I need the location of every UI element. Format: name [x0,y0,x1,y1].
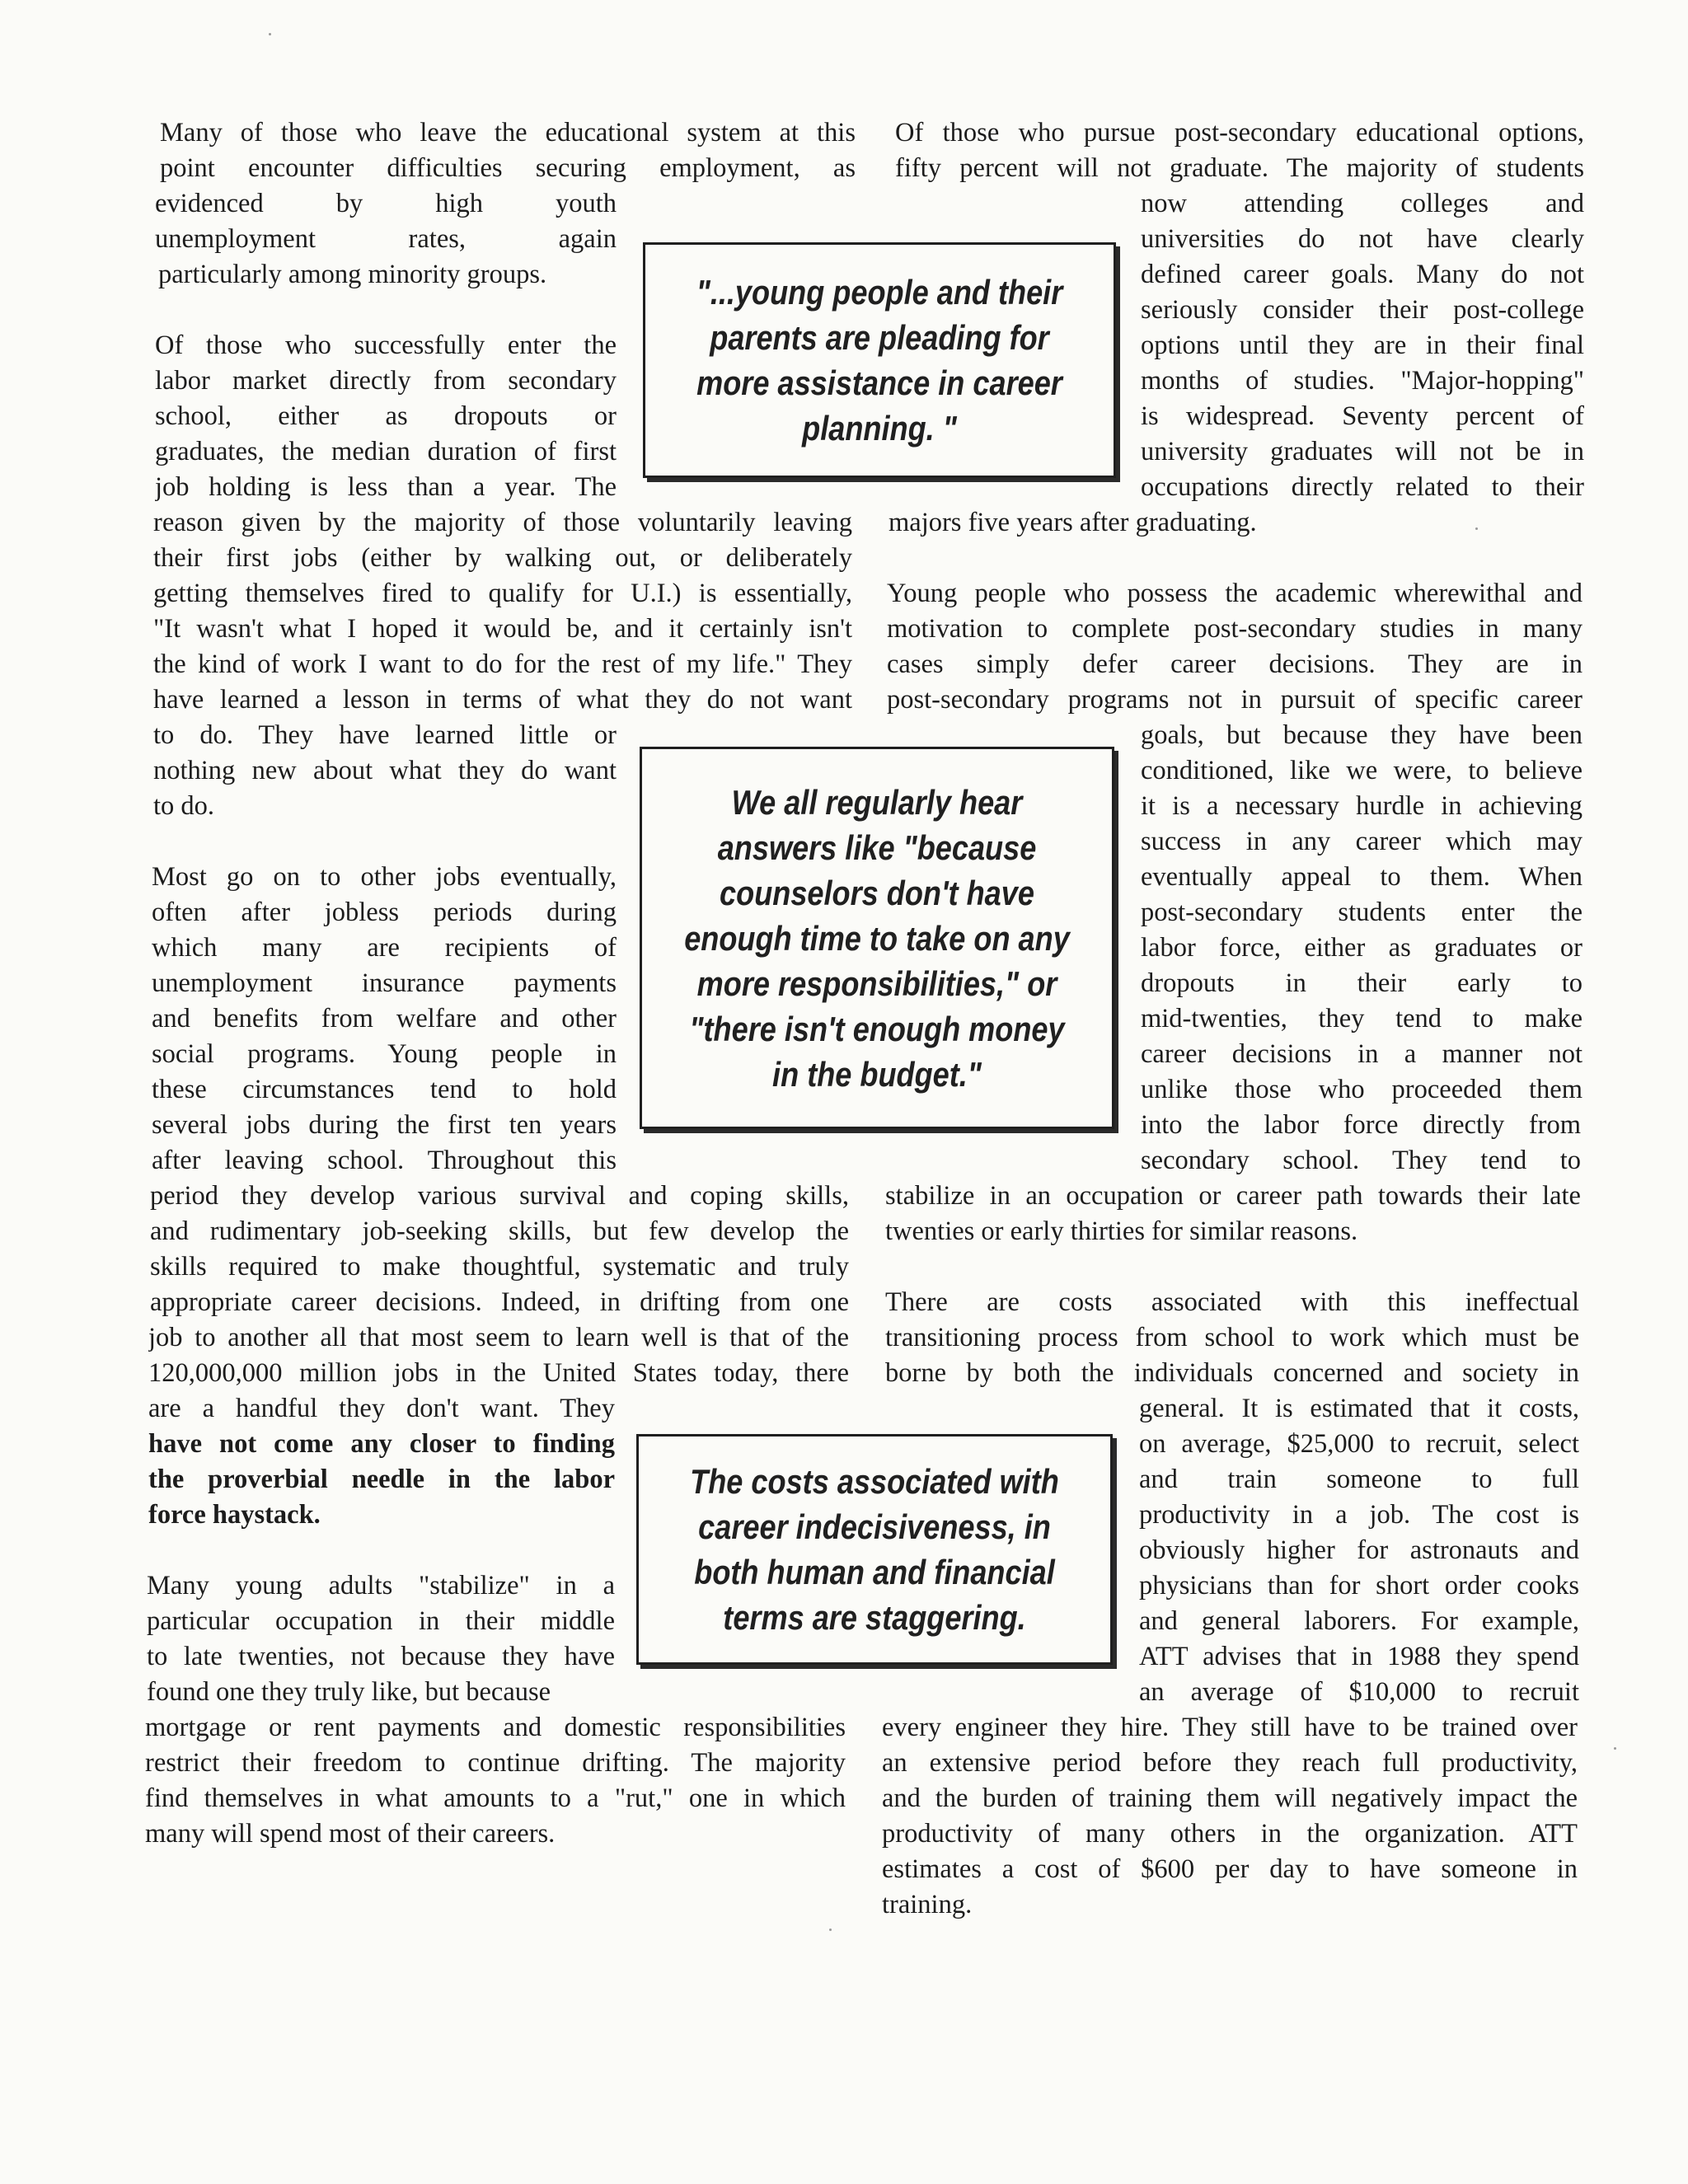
left-line-10: reason given by the majority of those voluntarily leaving [153,508,852,537]
pull-quote-1 [643,242,1116,478]
left-line-21: which many are recipients of [152,933,617,963]
left-line-3: unemployment rates, again [155,224,617,254]
pull-quote-1-text [678,269,1081,451]
left-line-39: particular occupation in their middle [147,1606,615,1636]
left-line-27: after leaving school. Throughout this [152,1146,617,1175]
pull-quote-3-text [672,1459,1077,1640]
right-line-26: unlike those who proceeded them [1141,1075,1582,1104]
right-line-25: career decisions in a manner not [1141,1039,1582,1069]
pull-quote-1-line: parents are pleading for [710,318,1049,357]
right-line-16: goals, but because they have been [1141,720,1582,750]
left-line-20: often after jobless periods during [152,898,617,927]
right-line-3: universities do not have clearly [1141,224,1584,254]
scan-speck [1475,527,1478,530]
pull-quote-2-line: "there isn't enough money [689,1009,1065,1048]
left-line-23: and benefits from welfare and other [152,1004,617,1033]
right-line-44: an extensive period before they reach full productivity, [882,1748,1578,1778]
right-line-48: training. [882,1890,973,1919]
right-line-0: Of those who pursue post-secondary educational options, [895,118,1584,148]
left-line-36: the proverbial needle in the labor [148,1465,615,1494]
right-line-8: is widespread. Seventy percent of [1141,401,1584,431]
left-line-11: their first jobs (either by walking out, or deliberately [153,543,852,573]
left-line-18: to do. [153,791,215,821]
right-line-45: and the burden of training them will negatively impact the [882,1783,1578,1813]
pull-quote-3 [636,1434,1113,1665]
left-line-8: graduates, the median duration of first [155,437,617,466]
right-line-22: labor force, either as graduates or [1141,933,1582,963]
right-line-43: every engineer they hire. They still have to be trained over [882,1713,1578,1742]
right-line-1: fifty percent will not graduate. The majority of students [895,153,1584,183]
left-line-7: school, either as dropouts or [155,401,617,431]
left-line-15: have learned a lesson in terms of what they do not want [153,685,852,715]
right-line-23: dropouts in their early to [1141,968,1582,998]
left-line-4: particularly among minority groups. [158,260,547,289]
right-line-41: ATT advises that in 1988 they spend [1139,1642,1579,1671]
left-line-44: find themselves in what amounts to a "rut," one in which [145,1783,846,1813]
scan-speck [829,1929,832,1931]
left-line-24: social programs. Young people in [152,1039,617,1069]
pull-quote-2-line: answers like "because [717,827,1037,867]
left-line-41: found one they truly like, but because [147,1677,551,1707]
left-line-45: many will spend most of their careers. [145,1819,556,1849]
left-line-6: labor market directly from secondary [155,366,617,396]
right-line-9: university graduates will not be in [1141,437,1584,466]
left-line-43: restrict their freedom to continue drifting. The majority [145,1748,846,1778]
left-line-22: unemployment insurance payments [152,968,617,998]
pull-quote-3-line: terms are staggering. [723,1598,1026,1637]
right-line-21: post-secondary students enter the [1141,898,1582,927]
left-line-5: Of those who successfully enter the [155,330,617,360]
right-line-24: mid-twenties, they tend to make [1141,1004,1582,1033]
right-line-37: productivity in a job. The cost is [1139,1500,1579,1530]
right-line-12: Young people who possess the academic wherewithal and [887,579,1582,608]
left-line-35: have not come any closer to finding [148,1429,615,1459]
left-line-28: period they develop various survival and coping skills, [150,1181,849,1211]
right-line-40: and general laborers. For example, [1139,1606,1579,1636]
left-line-37: force haystack. [148,1500,321,1530]
right-line-19: success in any career which may [1141,827,1582,856]
right-line-33: borne by both the individuals concerned and society in [885,1358,1579,1388]
right-line-34: general. It is estimated that it costs, [1139,1394,1579,1423]
left-line-0: Many of those who leave the educational system at this [160,118,856,148]
left-line-12: getting themselves fired to qualify for U.I.) is essentially, [153,579,852,608]
right-line-29: stabilize in an occupation or career path towards their late [885,1181,1581,1211]
left-line-31: appropriate career decisions. Indeed, in drifting from one [150,1287,849,1317]
right-line-10: occupations directly related to their [1141,472,1584,502]
right-line-15: post-secondary programs not in pursuit of specific career [887,685,1582,715]
left-line-30: skills required to make thoughtful, systematic and truly [150,1252,849,1282]
pull-quote-2-line: counselors don't have [720,873,1034,912]
right-line-5: seriously consider their post-college [1141,295,1584,325]
pull-quote-3-line: career indecisiveness, in [698,1507,1051,1546]
right-line-13: motivation to complete post-secondary studies in many [887,614,1582,644]
right-line-4: defined career goals. Many do not [1141,260,1584,289]
left-line-32: job to another all that most seem to learn well is that of the [148,1323,849,1352]
pull-quote-1-line: "...young people and their [696,273,1063,312]
left-line-9: job holding is less than a year. The [155,472,617,502]
right-line-38: obviously higher for astronauts and [1139,1535,1579,1565]
pull-quote-1-line: planning. " [802,409,957,448]
left-line-14: the kind of work I want to do for the rest of my life." They [153,649,852,679]
left-line-34: are a handful they don't want. They [148,1394,615,1423]
left-line-42: mortgage or rent payments and domestic responsibilities [145,1713,846,1742]
right-line-30: twenties or early thirties for similar reasons. [885,1216,1358,1246]
right-line-18: it is a necessary hurdle in achieving [1141,791,1582,821]
left-line-2: evidenced by high youth [155,189,617,218]
left-line-25: these circumstances tend to hold [152,1075,617,1104]
left-line-29: and rudimentary job-seeking skills, but few develop the [150,1216,849,1246]
left-line-13: "It wasn't what I hoped it would be, and it certainly isn't [153,614,852,644]
left-line-40: to late twenties, not because they have [147,1642,615,1671]
pull-quote-3-line: The costs associated with [690,1462,1059,1501]
pull-quote-2-line: We all regularly hear [731,782,1023,822]
pull-quote-2-line: enough time to take on any [684,918,1070,958]
left-line-16: to do. They have learned little or [153,720,617,750]
right-line-47: estimates a cost of $600 per day to have someone in [882,1854,1578,1884]
left-line-1: point encounter difficulties securing employment, as [160,153,856,183]
right-line-27: into the labor force directly from [1141,1110,1581,1140]
right-line-35: on average, $25,000 to recruit, select [1139,1429,1579,1459]
left-line-19: Most go on to other jobs eventually, [152,862,617,892]
pull-quote-2-line: more responsibilities," or [696,963,1057,1003]
right-line-32: transitioning process from school to work which must be [885,1323,1579,1352]
right-line-17: conditioned, like we were, to believe [1141,756,1582,785]
right-line-31: There are costs associated with this ineffectual [885,1287,1579,1317]
scan-speck [269,33,271,35]
left-line-38: Many young adults "stabilize" in a [147,1571,615,1601]
pull-quote-2-text [675,780,1079,1097]
right-line-7: months of studies. "Major-hopping" [1141,366,1584,396]
right-line-28: secondary school. They tend to [1141,1146,1581,1175]
pull-quote-3-line: both human and financial [694,1553,1055,1591]
pull-quote-2 [640,747,1114,1129]
left-line-33: 120,000,000 million jobs in the United States today, there [148,1358,849,1388]
left-line-17: nothing new about what they do want [153,756,617,785]
left-line-26: several jobs during the first ten years [152,1110,617,1140]
right-line-46: productivity of many others in the organization. ATT [882,1819,1578,1849]
pull-quote-2-line: in the budget." [772,1054,982,1094]
right-line-36: and train someone to full [1139,1465,1579,1494]
right-line-11: majors five years after graduating. [889,508,1257,537]
right-line-20: eventually appeal to them. When [1141,862,1582,892]
scan-speck [1614,1747,1616,1750]
right-line-42: an average of $10,000 to recruit [1139,1677,1579,1707]
right-line-6: options until they are in their final [1141,330,1584,360]
right-line-39: physicians than for short order cooks [1139,1571,1579,1601]
right-line-2: now attending colleges and [1141,189,1584,218]
right-line-14: cases simply defer career decisions. They are in [887,649,1582,679]
pull-quote-1-line: more assistance in career [696,363,1062,402]
